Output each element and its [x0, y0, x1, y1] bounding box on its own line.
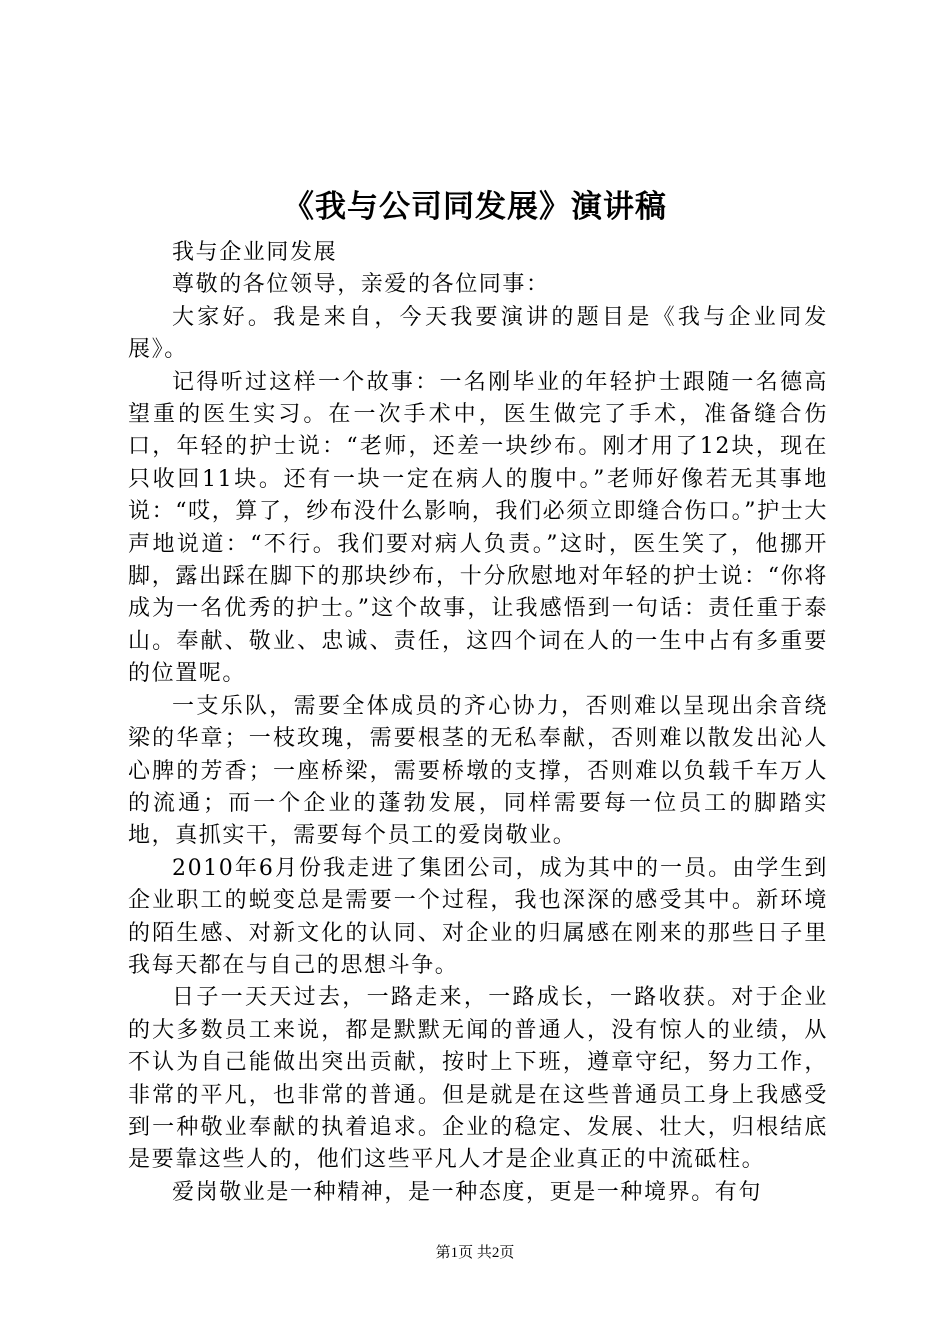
- paragraph-salutation: 尊敬的各位领导，亲爱的各位同事：: [172, 272, 550, 298]
- paragraph-growth: 日子一天天过去，一路走来，一路成长，一路收获。对于企业的大多数员工来说，都是默默无闻的普通人，没有惊人的业绩，从不认为自己能做出突出贡献，按时上下班，遵章守纪，努力工作，非常的平凡，也非常的普通。但是就是在这些普通员工身上我感受到一种敬业奉献的执着追求。企业的稳定、发展、壮大，归根结底是要靠这些人的，他们这些平凡人才是企业真正的中流砥柱。: [128, 985, 828, 1173]
- paragraph-dedication: 爱岗敬业是一种精神，是一种态度，更是一种境界。有句: [172, 1179, 763, 1205]
- paragraph-story: 记得听过这样一个故事：一名刚毕业的年轻护士跟随一名德高望重的医生实习。在一次手术中，医生做完了手术，准备缝合伤口，年轻的护士说：“老师，还差一块纱布。刚才用了12块，现在只收回11块。还有一块一定在病人的腹中。”老师好像若无其事地说：“哎，算了，纱布没什么影响，我们必须立即缝合伤口。”护士大声地说道：“不行。我们要对病人负责。”这时，医生笑了，他挪开脚，露出踩在脚下的那块纱布，十分欣慰地对年轻的护士说：“你将成为一名优秀的护士。”这个故事，让我感悟到一句话：责任重于泰山。奉献、敬业、忠诚、责任，这四个词在人的一生中占有多重要的位置呢。: [128, 369, 828, 687]
- document-body: [128, 237, 828, 1209]
- paragraph-metaphor: 一支乐队，需要全体成员的齐心协力，否则难以呈现出余音绕梁的华章；一枝玫瑰，需要根茎的无私奉献，否则难以散发出沁人心脾的芳香；一座桥梁，需要桥墩的支撑，否则难以负载千车万人的流通；而一个企业的蓬勃发展，同样需要每一位员工的脚踏实地，真抓实干，需要每个员工的爱岗敬业。: [128, 693, 828, 849]
- page-footer: 第1页 共2页: [435, 1245, 515, 1261]
- paragraph-greeting: 大家好。我是来自，今天我要演讲的题目是《我与企业同发展》。: [128, 304, 828, 363]
- document-title: 《我与公司同发展》演讲稿: [283, 189, 667, 225]
- paragraph-joining: 2010年6月份我走进了集团公司，成为其中的一员。由学生到企业职工的蜕变总是需要一个过程，我也深深的感受其中。新环境的陌生感、对新文化的认同、对企业的归属感在刚来的那些日子里我每天都在与自己的思想斗争。: [128, 855, 828, 978]
- paragraph-subtitle: 我与企业同发展: [172, 240, 338, 265]
